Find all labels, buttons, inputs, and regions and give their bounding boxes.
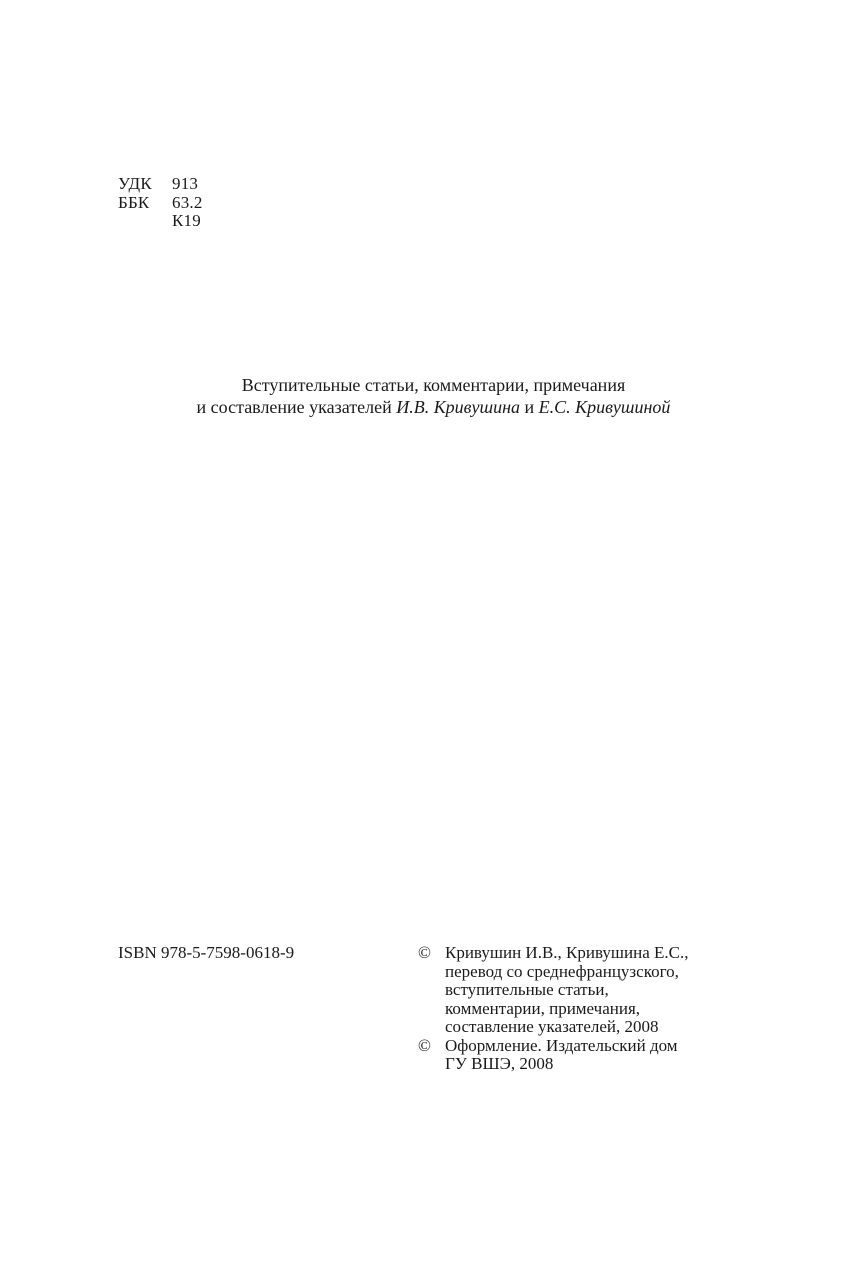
bbk-label: ББК <box>118 192 150 212</box>
copyright-sign-icon: © <box>418 1035 431 1055</box>
credits-author-1: И.В. Кривушина <box>396 397 521 417</box>
copyright-entry-design <box>418 1037 738 1074</box>
author-mark-spacer <box>118 212 172 231</box>
isbn: ISBN 978-5-7598-0618-9 <box>118 943 295 962</box>
copyright-entry-translation <box>418 944 738 1037</box>
credits-line-2 <box>0 396 845 418</box>
credits-line-1: Вступительные статьи, комментарии, примечания <box>241 375 626 395</box>
copyright-line: Оформление. Издательский дом <box>445 1035 678 1055</box>
copyright-line: составление указателей, 2008 <box>445 1017 659 1036</box>
copyright-line: комментарии, примечания, <box>445 998 641 1018</box>
copyright-line: Кривушин И.В., Кривушина Е.С., <box>445 943 689 962</box>
copyright-line: вступительные статьи, <box>445 980 609 999</box>
credits-conjunction: и <box>520 397 539 417</box>
copyright-lines <box>445 944 688 1037</box>
udk-row <box>118 175 203 194</box>
udk-label: УДК <box>118 174 152 193</box>
author-mark: К19 <box>172 211 201 230</box>
credits-block <box>0 374 845 418</box>
copyright-line: перевод со среднефранцузского, <box>445 961 679 981</box>
classification-block <box>118 175 203 231</box>
author-mark-row <box>118 212 203 231</box>
copyright-sign-icon: © <box>418 943 431 962</box>
udk-value: 913 <box>172 174 199 193</box>
copyright-lines <box>445 1037 678 1074</box>
bbk-row <box>118 194 203 213</box>
bbk-value: 63.2 <box>172 192 203 212</box>
copyright-line: ГУ ВШЭ, 2008 <box>445 1054 554 1073</box>
copyright-block <box>418 944 738 1074</box>
credits-line-2-prefix: и составление указателей <box>196 397 397 417</box>
credits-author-2: Е.С. Кривушиной <box>538 397 671 417</box>
